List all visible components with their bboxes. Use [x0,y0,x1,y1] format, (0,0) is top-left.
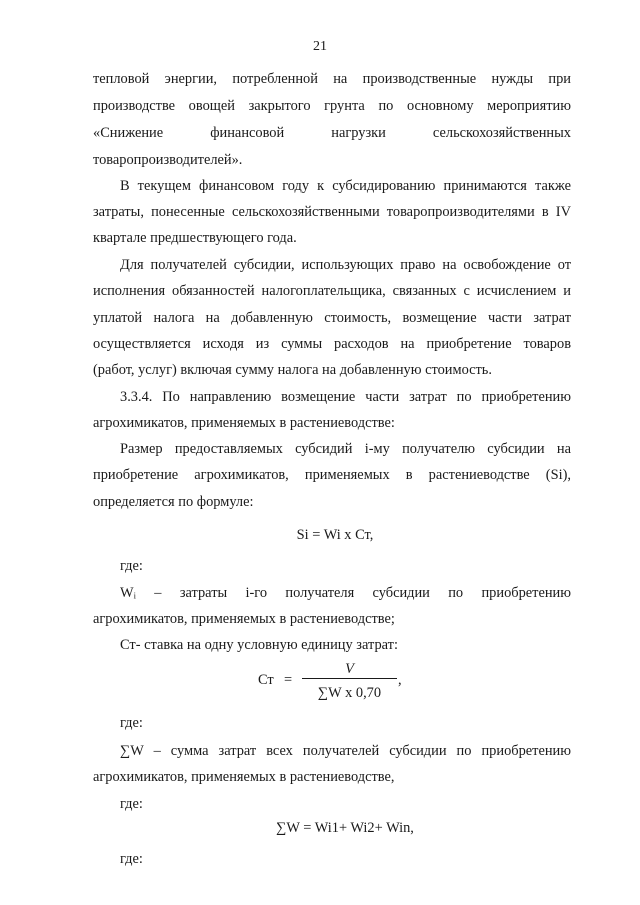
text-line: где: [120,558,143,574]
text-line: приобретение агрохимикатов, применяемых в растениеводстве (Si), [93,467,571,483]
fraction-bar [302,678,397,679]
text-line: квартале предшествующего года. [93,230,297,246]
text-line: агрохимикатов, применяемых в растениеводстве, [93,769,395,785]
text-line: Для получателей субсидии, использующих право на освобождение от [120,257,571,273]
text-line: «Снижение финансовой нагрузки сельскохозяйственных [93,125,571,141]
text-line: уплатой налога на добавленную стоимость, возмещение части затрат [93,310,571,326]
formula-si: Si = Wi x Ст, [296,527,374,543]
formula-ct-numerator: V [345,661,354,677]
text-line: 3.3.4. По направлению возмещение части затрат по приобретению [120,389,571,405]
formula-ct-comma: , [398,672,402,688]
text-line: где: [120,851,143,867]
formula-ct-denominator: ∑W x 0,70 [317,685,382,701]
formula-ct-lhs: Ст [258,672,274,688]
text-line: где: [120,715,143,731]
text-line: (работ, услуг) включая сумму налога на добавленную стоимость. [93,362,492,378]
text-line: ∑W – сумма затрат всех получателей субсидии по приобретению [120,743,571,759]
text-line: Wᵢ – затраты i-го получателя субсидии по приобретению [120,585,571,601]
text-line: затраты, понесенные сельскохозяйственными товаропроизводителями в IV [93,204,571,220]
text-line: осуществляется исходя из суммы расходов на приобретение товаров [93,336,571,352]
text-line: В текущем финансовом году к субсидированию принимаются также [120,178,571,194]
formula-ct [258,656,428,706]
text-line: определяется по формуле: [93,494,254,510]
page-number: 21 [313,39,327,54]
text-line: Ст- ставка на одну условную единицу затрат: [120,637,398,653]
text-line: агрохимикатов, применяемых в растениеводстве; [93,611,395,627]
text-line: где: [120,796,143,812]
text-line: агрохимикатов, применяемых в растениеводстве: [93,415,395,431]
text-line: товаропроизводителей». [93,152,243,168]
formula-ct-equals: = [284,672,293,688]
text-line: тепловой энергии, потребленной на производственные нужды при [93,71,571,87]
formula-sum-w: ∑W = Wi1+ Wi2+ Win, [276,820,414,836]
text-line: исполнения обязанностей налогоплательщика, связанных с исчислением и [93,283,571,299]
text-line: производстве овощей закрытого грунта по основному мероприятию [93,98,571,114]
text-line: Размер предоставляемых субсидий i-му получателю субсидии на [120,441,571,457]
